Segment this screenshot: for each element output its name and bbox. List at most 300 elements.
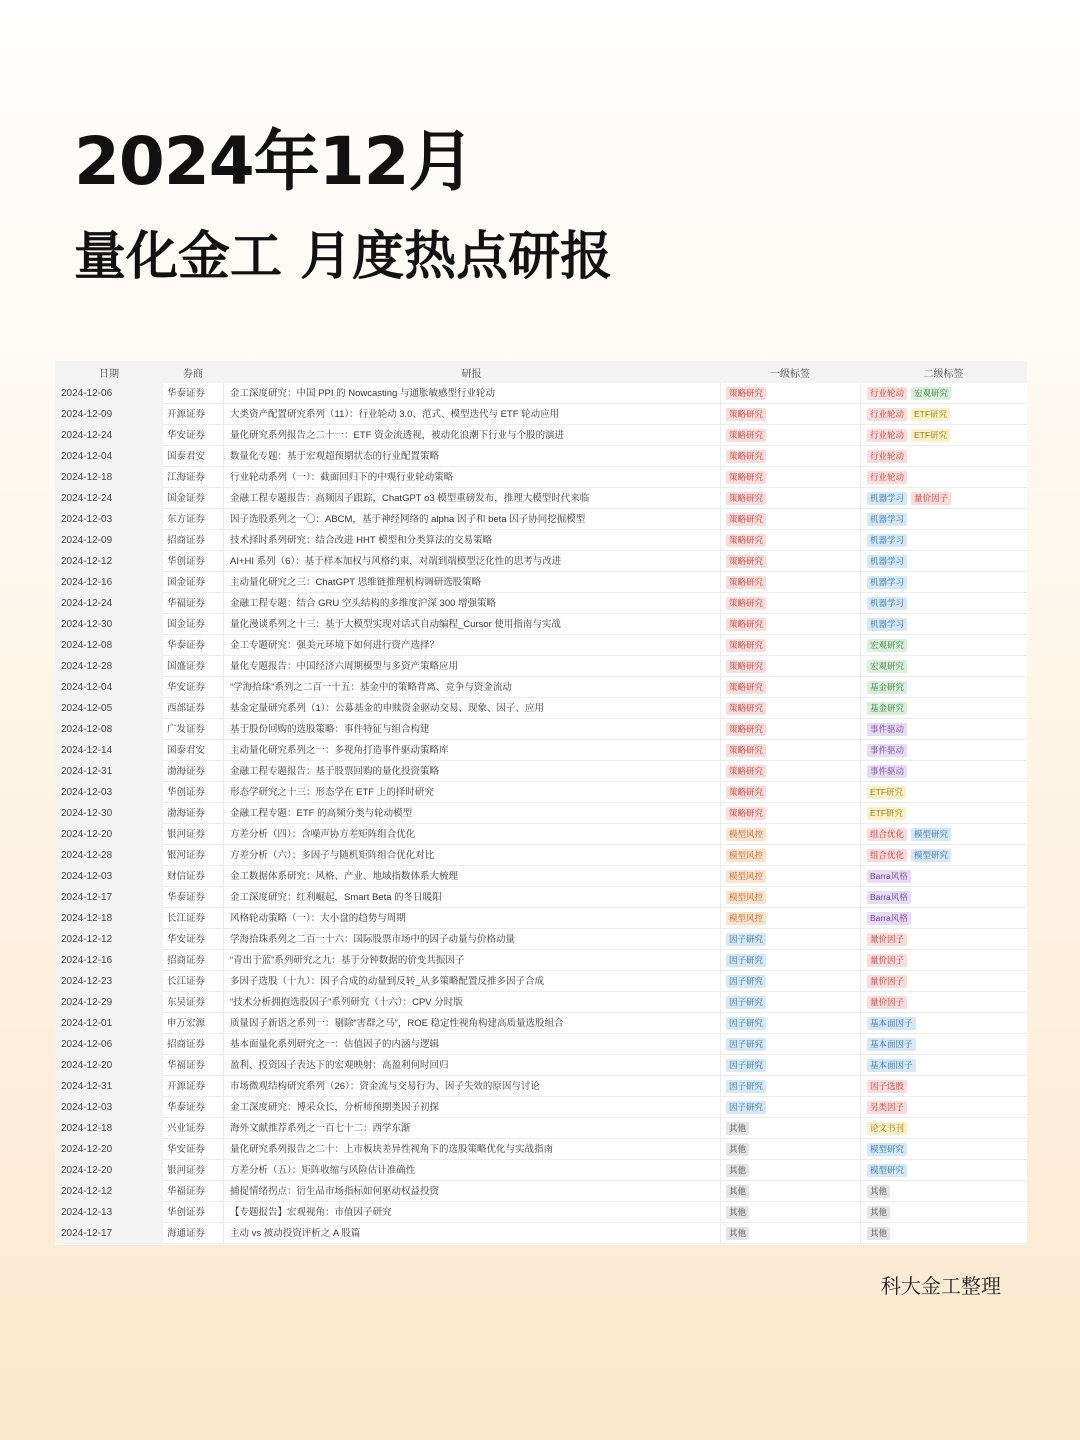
row-primary-tags [720,1160,860,1181]
row-primary-tags [720,572,860,593]
row-report-title: 海外文献推荐系列之一百七十二：西学东渐 [223,1118,720,1139]
row-broker: 国金证券 [163,572,223,593]
row-date: 2024-12-23 [55,971,163,992]
row-broker: 华泰证券 [163,1097,223,1118]
row-primary-tags [720,1118,860,1139]
row-primary-tags [720,488,860,509]
row-report-title: 基于股份回购的选股策略：事件特征与组合构建 [223,719,720,740]
table-row [55,404,1027,425]
table-row [55,908,1027,929]
row-broker: 华创证券 [163,782,223,803]
tag-badge: 机器学习 [867,492,907,505]
row-secondary-tags [860,488,1027,509]
table-row [55,509,1027,530]
tag-badge: 另类因子 [867,1101,907,1114]
tag-badge: 因子研究 [726,1080,766,1093]
row-secondary-tags [860,782,1027,803]
row-secondary-tags [860,824,1027,845]
row-primary-tags [720,614,860,635]
tag-badge: 策略研究 [726,597,766,610]
tag-badge: 基本面因子 [867,1038,916,1051]
tag-badge: 模型研究 [911,828,951,841]
tag-badge: 策略研究 [726,786,766,799]
row-secondary-tags [860,992,1027,1013]
tag-badge: 因子研究 [726,975,766,988]
row-secondary-tags [860,908,1027,929]
row-date: 2024-12-08 [55,719,163,740]
row-secondary-tags [860,572,1027,593]
row-date: 2024-12-30 [55,803,163,824]
row-secondary-tags [860,509,1027,530]
table-row [55,551,1027,572]
table-row [55,782,1027,803]
tag-badge: 其他 [867,1227,890,1240]
row-secondary-tags [860,887,1027,908]
row-broker: 国泰君安 [163,740,223,761]
row-broker: 海通证券 [163,1223,223,1244]
row-report-title: 量化研究系列报告之二十一：ETF 资金流透视，被动化浪潮下行业与个股的演进 [223,425,720,446]
tag-badge: Barra风格 [867,891,911,904]
table-row [55,467,1027,488]
tag-badge: 模型风控 [726,891,766,904]
table-row [55,614,1027,635]
row-broker: 长江证券 [163,971,223,992]
row-broker: 国盛证券 [163,656,223,677]
row-date: 2024-12-16 [55,572,163,593]
tag-badge: 量价因子 [867,996,907,1009]
row-primary-tags [720,656,860,677]
tag-badge: 基本面因子 [867,1017,916,1030]
row-date: 2024-12-04 [55,677,163,698]
tag-badge: 量价因子 [911,492,951,505]
tag-badge: 模型研究 [911,849,951,862]
row-secondary-tags [860,1034,1027,1055]
row-secondary-tags [860,845,1027,866]
row-report-title: AI+HI 系列（6）：基于样本加权与风格约束，对端到端模型泛化性的思考与改进 [223,551,720,572]
row-primary-tags [720,1013,860,1034]
row-broker: 江海证券 [163,467,223,488]
row-report-title: 【专题报告】宏观视角：市值因子研究 [223,1202,720,1223]
row-primary-tags [720,1097,860,1118]
tag-badge: 因子选股 [867,1080,907,1093]
row-report-title: 金融工程专题：ETF 的高频分类与轮动模型 [223,803,720,824]
tag-badge: 因子研究 [726,954,766,967]
table-row [55,1223,1027,1244]
row-report-title: 金融工程专题报告：基于股票回购的量化投资策略 [223,761,720,782]
row-broker: 华泰证券 [163,383,223,404]
row-broker: 华创证券 [163,551,223,572]
row-primary-tags [720,677,860,698]
tag-badge: 策略研究 [726,387,766,400]
row-broker: 华安证券 [163,929,223,950]
tag-badge: 宏观研究 [867,660,907,673]
row-broker: 招商证券 [163,530,223,551]
row-secondary-tags [860,530,1027,551]
row-date: 2024-12-17 [55,887,163,908]
tag-badge: 事件驱动 [867,744,907,757]
row-secondary-tags [860,1181,1027,1202]
row-date: 2024-12-31 [55,1076,163,1097]
row-date: 2024-12-03 [55,782,163,803]
row-report-title: 量化研究系列报告之二十：上市板块差异性视角下的选股策略优化与实战指南 [223,1139,720,1160]
row-broker: 东方证券 [163,509,223,530]
row-date: 2024-12-14 [55,740,163,761]
table-row [55,1139,1027,1160]
row-primary-tags [720,593,860,614]
row-secondary-tags [860,614,1027,635]
row-broker: 银河证券 [163,824,223,845]
tag-badge: 策略研究 [726,429,766,442]
row-report-title: 主动量化研究之三：ChatGPT 思维链推理机构调研选股策略 [223,572,720,593]
row-date: 2024-12-06 [55,1034,163,1055]
tag-badge: 基金研究 [867,702,907,715]
tag-badge: 因子研究 [726,1101,766,1114]
row-broker: 华创证券 [163,1202,223,1223]
row-date: 2024-12-06 [55,383,163,404]
row-report-title: “学海拾珠”系列之二百一十五：基金中的策略背离、竞争与资金流动 [223,677,720,698]
row-broker: 申万宏源 [163,1013,223,1034]
row-date: 2024-12-30 [55,614,163,635]
row-secondary-tags [860,1223,1027,1244]
row-primary-tags [720,1223,860,1244]
row-date: 2024-12-16 [55,950,163,971]
row-broker: 招商证券 [163,950,223,971]
tag-badge: 模型风控 [726,870,766,883]
row-primary-tags [720,1202,860,1223]
table-row [55,593,1027,614]
row-broker: 国金证券 [163,614,223,635]
tag-badge: 其他 [726,1185,749,1198]
tag-badge: 行业轮动 [867,471,907,484]
table-row [55,383,1027,404]
table-row [55,677,1027,698]
row-report-title: 方差分析（四）：含噪声协方差矩阵组合优化 [223,824,720,845]
table-row [55,740,1027,761]
row-report-title: 市场微观结构研究系列（26）：资金流与交易行为、因子失效的原因与讨论 [223,1076,720,1097]
row-report-title: 质量因子新语之系列一：剔除“害群之马”，ROE 稳定性视角构建高质量选股组合 [223,1013,720,1034]
column-header-date: 日期 [99,368,119,380]
table-row [55,971,1027,992]
row-broker: 渤海证券 [163,803,223,824]
row-broker: 长江证券 [163,908,223,929]
row-secondary-tags [860,383,1027,404]
tag-badge: 其他 [726,1227,749,1240]
row-primary-tags [720,1034,860,1055]
row-date: 2024-12-28 [55,845,163,866]
row-report-title: 多因子选股（十九）：因子合成的动量到反转_从多策略配置反推多因子合成 [223,971,720,992]
row-broker: 广发证券 [163,719,223,740]
table-row [55,719,1027,740]
row-broker: 华福证券 [163,1181,223,1202]
tag-badge: 策略研究 [726,534,766,547]
tag-badge: 模型研究 [867,1164,907,1177]
footer-credit: 科大金工整理 [881,1274,1001,1298]
tag-badge: 策略研究 [726,765,766,778]
row-secondary-tags [860,740,1027,761]
tag-badge: 因子研究 [726,1059,766,1072]
row-date: 2024-12-12 [55,551,163,572]
tag-badge: 因子研究 [726,933,766,946]
row-primary-tags [720,971,860,992]
row-report-title: 风格轮动策略（一）：大小盘的趋势与周期 [223,908,720,929]
row-primary-tags [720,404,860,425]
row-secondary-tags [860,761,1027,782]
row-report-title: 主动量化研究系列之一：多视角打造事件驱动策略库 [223,740,720,761]
row-date: 2024-12-08 [55,635,163,656]
tag-badge: 量价因子 [867,975,907,988]
row-report-title: 方差分析（五）：矩阵收缩与风险估计准确性 [223,1160,720,1181]
row-primary-tags [720,908,860,929]
row-secondary-tags [860,1055,1027,1076]
row-secondary-tags [860,1097,1027,1118]
table-body [55,383,1027,1244]
tag-badge: 策略研究 [726,576,766,589]
tag-badge: Barra风格 [867,912,911,925]
row-report-title: 因子选股系列之一〇：ABCM，基于神经网络的 alpha 因子和 beta 因子协同挖掘模型 [223,509,720,530]
table-row [55,1034,1027,1055]
row-primary-tags [720,845,860,866]
tag-badge: 量价因子 [867,933,907,946]
row-report-title: 主动 vs 被动投资评析之 A 股篇 [223,1223,720,1244]
tag-badge: 策略研究 [726,660,766,673]
row-report-title: “青出于蓝”系列研究之九：基于分钟数据的价变共振因子 [223,950,720,971]
row-primary-tags [720,803,860,824]
row-broker: 华泰证券 [163,635,223,656]
row-primary-tags [720,1181,860,1202]
row-primary-tags [720,509,860,530]
table-row [55,656,1027,677]
row-primary-tags [720,740,860,761]
row-secondary-tags [860,698,1027,719]
tag-badge: 机器学习 [867,534,907,547]
row-report-title: 盈利、投资因子表达下的宏观映射：高盈利何时回归 [223,1055,720,1076]
row-report-title: 量化专题报告：中国经济六周期模型与多资产策略应用 [223,656,720,677]
row-report-title: 基金定量研究系列（1）：公募基金的申赎资金驱动交易、现象、因子、应用 [223,698,720,719]
row-broker: 银河证券 [163,845,223,866]
row-report-title: 基本面量化系列研究之一：估值因子的内涵与逻辑 [223,1034,720,1055]
row-report-title: 金工深度研究：博采众长，分析师预期类因子初探 [223,1097,720,1118]
row-date: 2024-12-03 [55,1097,163,1118]
row-secondary-tags [860,1013,1027,1034]
row-date: 2024-12-12 [55,929,163,950]
tag-badge: 策略研究 [726,408,766,421]
row-date: 2024-12-20 [55,824,163,845]
tag-badge: 其他 [867,1206,890,1219]
table-row [55,1118,1027,1139]
row-secondary-tags [860,677,1027,698]
row-secondary-tags [860,719,1027,740]
row-broker: 招商证券 [163,1034,223,1055]
tag-badge: 策略研究 [726,450,766,463]
row-broker: 华安证券 [163,1139,223,1160]
report-table [55,361,1027,1245]
row-broker: 国泰君安 [163,446,223,467]
table-row [55,845,1027,866]
row-primary-tags [720,425,860,446]
row-date: 2024-12-28 [55,656,163,677]
table-row [55,1013,1027,1034]
row-date: 2024-12-03 [55,866,163,887]
tag-badge: 行业轮动 [867,450,907,463]
tag-badge: 策略研究 [726,744,766,757]
row-report-title: 金工深度研究：红利崛起，Smart Beta 的冬日暖阳 [223,887,720,908]
tag-badge: ETF研究 [867,807,906,820]
row-report-title: 金工专题研究：强美元环境下如何进行资产选择？ [223,635,720,656]
row-secondary-tags [860,1118,1027,1139]
row-report-title: 金融工程专题报告：高频因子跟踪，ChatGPT o3 模型重磅发布，推理大模型时代来临 [223,488,720,509]
tag-badge: 模型研究 [867,1143,907,1156]
row-date: 2024-12-17 [55,1223,163,1244]
page-subtitle: 量化金工 月度热点研报 [74,227,613,287]
tag-badge: 策略研究 [726,555,766,568]
row-report-title: “技术分析拥抱选股因子”系列研究（十六）：CPV 分时版 [223,992,720,1013]
row-primary-tags [720,1055,860,1076]
row-broker: 东吴证券 [163,992,223,1013]
table-row [55,1055,1027,1076]
tag-badge: 策略研究 [726,681,766,694]
table-row [55,761,1027,782]
row-broker: 国金证券 [163,488,223,509]
tag-badge: 策略研究 [726,618,766,631]
tag-badge: 宏观研究 [911,387,951,400]
row-report-title: 捕捉情绪拐点：衍生品市场指标如何驱动权益投资 [223,1181,720,1202]
tag-badge: ETF研究 [867,786,906,799]
row-secondary-tags [860,425,1027,446]
row-primary-tags [720,992,860,1013]
row-date: 2024-12-04 [55,446,163,467]
row-primary-tags [720,887,860,908]
table-row [55,698,1027,719]
row-date: 2024-12-20 [55,1160,163,1181]
row-primary-tags [720,467,860,488]
tag-badge: 行业轮动 [867,429,907,442]
tag-badge: 其他 [726,1143,749,1156]
row-broker: 西部证券 [163,698,223,719]
row-secondary-tags [860,1160,1027,1181]
tag-badge: 因子研究 [726,1017,766,1030]
row-primary-tags [720,446,860,467]
table-row [55,488,1027,509]
table-row [55,929,1027,950]
row-secondary-tags [860,1202,1027,1223]
row-broker: 华安证券 [163,677,223,698]
row-broker: 开源证券 [163,404,223,425]
column-header-broker: 券商 [183,368,203,380]
row-secondary-tags [860,551,1027,572]
row-secondary-tags [860,404,1027,425]
row-date: 2024-12-29 [55,992,163,1013]
tag-badge: 模型风控 [726,828,766,841]
row-report-title: 金融工程专题：结合 GRU 空头结构的多维度沪深 300 增强策略 [223,593,720,614]
row-report-title: 数量化专题：基于宏观超预期状态的行业配置策略 [223,446,720,467]
tag-badge: 策略研究 [726,723,766,736]
table-row [55,992,1027,1013]
tag-badge: 机器学习 [867,513,907,526]
tag-badge: 因子研究 [726,1038,766,1051]
tag-badge: 策略研究 [726,702,766,715]
tag-badge: 因子研究 [726,996,766,1009]
column-header-tag2: 二级标签 [923,368,964,380]
row-primary-tags [720,635,860,656]
tag-badge: ETF研究 [911,429,950,442]
row-secondary-tags [860,656,1027,677]
row-secondary-tags [860,971,1027,992]
row-date: 2024-12-31 [55,761,163,782]
tag-badge: 策略研究 [726,492,766,505]
row-primary-tags [720,824,860,845]
row-broker: 银河证券 [163,1160,223,1181]
row-date: 2024-12-18 [55,467,163,488]
page-title: 2024年12月 [74,123,474,200]
table-row [55,425,1027,446]
table-row [55,530,1027,551]
row-primary-tags [720,719,860,740]
table-row [55,824,1027,845]
row-broker: 华泰证券 [163,887,223,908]
row-secondary-tags [860,803,1027,824]
tag-badge: Barra风格 [867,870,911,883]
tag-badge: 事件驱动 [867,723,907,736]
row-report-title: 学海拾珠系列之二百一十六：国际股票市场中的因子动量与价格动量 [223,929,720,950]
row-primary-tags [720,761,860,782]
tag-badge: 组合优化 [867,849,907,862]
tag-badge: 其他 [726,1206,749,1219]
tag-badge: 行业轮动 [867,387,907,400]
row-report-title: 金工数据体系研究：风格、产业、地域指数体系大梳理 [223,866,720,887]
row-date: 2024-12-24 [55,488,163,509]
row-broker: 华福证券 [163,1055,223,1076]
tag-badge: 策略研究 [726,471,766,484]
table-row [55,1160,1027,1181]
tag-badge: 策略研究 [726,513,766,526]
tag-badge: 组合优化 [867,828,907,841]
table-row [55,1202,1027,1223]
tag-badge: 机器学习 [867,618,907,631]
tag-badge: 基本面因子 [867,1059,916,1072]
tag-badge: 策略研究 [726,807,766,820]
row-broker: 渤海证券 [163,761,223,782]
tag-badge: 模型风控 [726,912,766,925]
tag-badge: 其他 [726,1164,749,1177]
tag-badge: 量价因子 [867,954,907,967]
row-broker: 财信证券 [163,866,223,887]
row-report-title: 金工深度研究：中国 PPI 的 Nowcasting 与通胀敏感型行业轮动 [223,383,720,404]
row-secondary-tags [860,1139,1027,1160]
table-row [55,950,1027,971]
table-row [55,446,1027,467]
tag-badge: 其他 [867,1185,890,1198]
table-row [55,1097,1027,1118]
row-date: 2024-12-03 [55,509,163,530]
tag-badge: 模型风控 [726,849,766,862]
row-report-title: 量化漫谈系列之十三：基于大模型实现对话式自动编程_Cursor 使用指南与实战 [223,614,720,635]
row-secondary-tags [860,593,1027,614]
row-secondary-tags [860,929,1027,950]
row-broker: 华福证券 [163,593,223,614]
row-primary-tags [720,929,860,950]
row-date: 2024-12-20 [55,1139,163,1160]
table-header [55,361,1027,383]
tag-badge: 其他 [726,1122,749,1135]
tag-badge: 事件驱动 [867,765,907,778]
row-date: 2024-12-20 [55,1055,163,1076]
row-report-title: 技术择时系列研究：结合改进 HHT 模型和分类算法的交易策略 [223,530,720,551]
row-date: 2024-12-12 [55,1181,163,1202]
row-primary-tags [720,950,860,971]
row-report-title: 大类资产配置研究系列（11）：行业轮动 3.0、范式、模型迭代与 ETF 轮动应用 [223,404,720,425]
tag-badge: 宏观研究 [867,639,907,652]
tag-badge: 基金研究 [867,681,907,694]
